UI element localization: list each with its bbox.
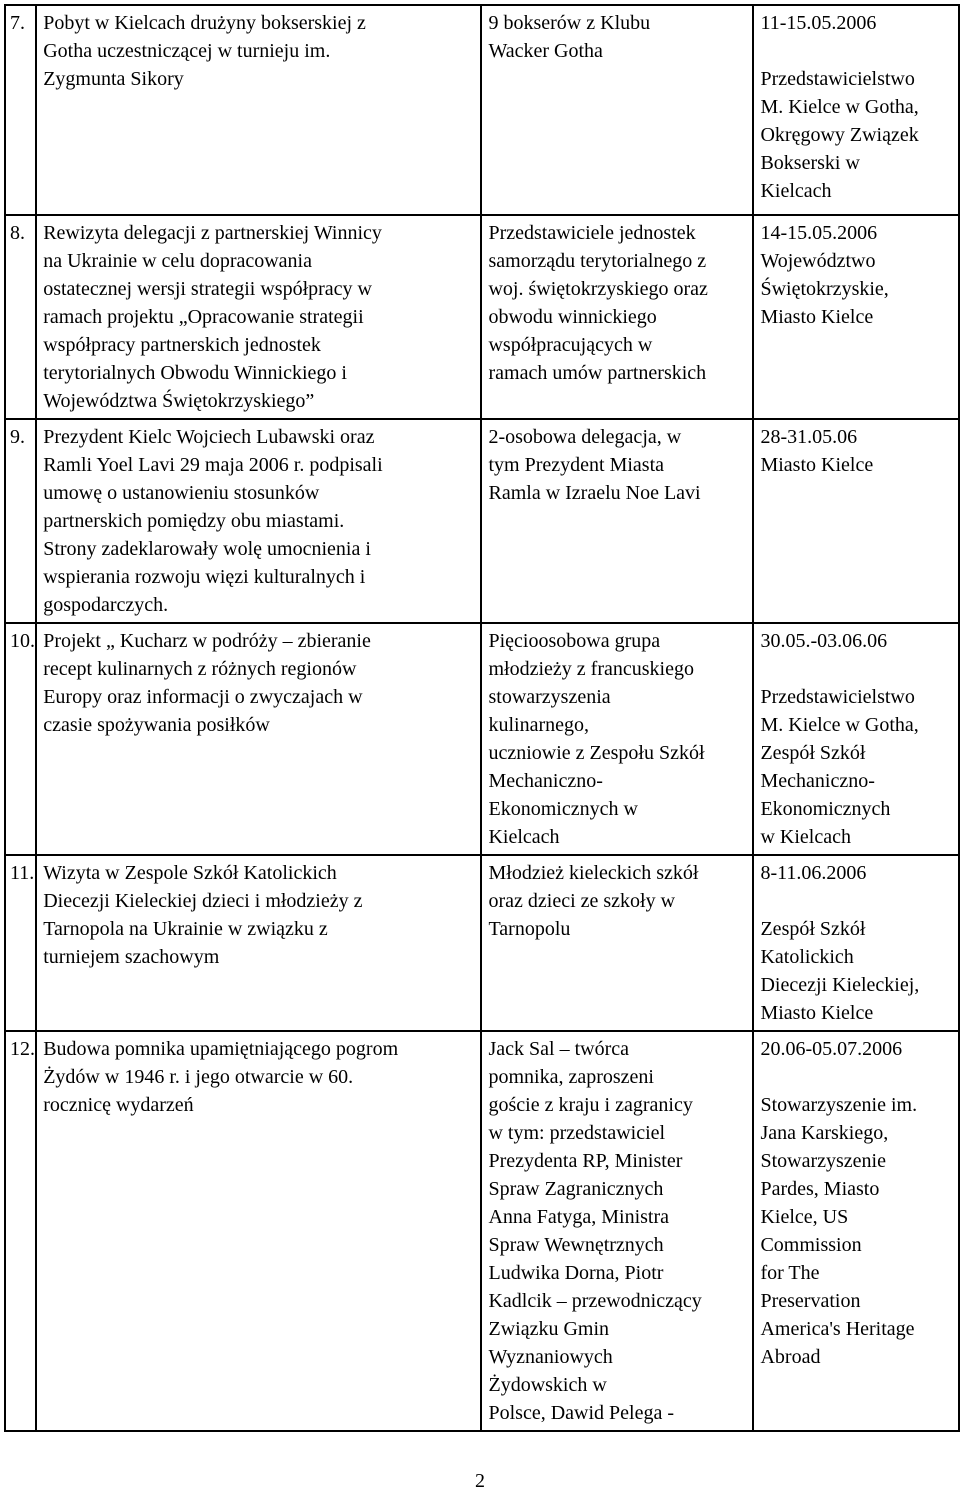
event-date: 8-11.06.2006	[760, 862, 867, 884]
event-participants-line: Tarnopolu	[488, 918, 571, 940]
event-participants-line: Przedstawiciele jednostek	[488, 222, 696, 244]
event-description-line: Europy oraz informacji o zwyczajach w	[43, 686, 363, 708]
event-description-line: Zygmunta Sikory	[43, 68, 184, 90]
line-spacer	[760, 655, 954, 683]
row-number: 7.	[5, 5, 36, 215]
event-participants	[481, 855, 753, 1031]
event-description-line: Diecezji Kieleckiej dzieci i młodzieży z	[43, 890, 363, 912]
event-description-line: Ramli Yoel Lavi 29 maja 2006 r. podpisali	[43, 454, 383, 476]
event-description-line: ramach projektu „Opracowanie strategii	[43, 306, 364, 328]
event-description-line: rocznicę wydarzeń	[43, 1094, 194, 1116]
event-description-line: czasie spożywania posiłków	[43, 714, 270, 736]
event-description-line: partnerskich pomiędzy obu miastami.	[43, 510, 345, 532]
event-organizer-line: Zespół Szkół	[760, 918, 866, 940]
event-date: 20.06-05.07.2006	[760, 1038, 903, 1060]
event-participants-line: Kielcach	[488, 826, 560, 848]
event-description-line: gospodarczych.	[43, 594, 169, 616]
event-organizer-line: for The	[760, 1262, 820, 1284]
event-date-organizer	[753, 1031, 959, 1431]
event-date-organizer	[753, 623, 959, 855]
row-number: 11.	[5, 855, 36, 1031]
event-description-line: ostatecznej wersji strategii współpracy w	[43, 278, 372, 300]
event-date-organizer	[753, 5, 959, 215]
event-description-line: umowę o ustanowieniu stosunków	[43, 482, 320, 504]
event-date: 30.05.-03.06.06	[760, 630, 888, 652]
event-description-line: terytorialnych Obwodu Winnickiego i	[43, 362, 347, 384]
event-participants-line: Prezydenta RP, Minister	[488, 1150, 683, 1172]
event-participants-line: 9 bokserów z Klubu	[488, 12, 651, 34]
event-date: 11-15.05.2006	[760, 12, 877, 34]
event-participants-line: tym Prezydent Miasta	[488, 454, 665, 476]
table-row	[5, 855, 959, 1031]
page-number: 2	[475, 1470, 485, 1492]
event-description-line: Gotha uczestniczącej w turnieju im.	[43, 40, 331, 62]
event-organizer-line: Jana Karskiego,	[760, 1122, 889, 1144]
event-organizer-line: Województwo	[760, 250, 876, 272]
event-participants-line: Wyznaniowych	[488, 1346, 613, 1368]
event-description-line: recept kulinarnych z różnych regionów	[43, 658, 357, 680]
event-organizer-line: Stowarzyszenie im.	[760, 1094, 918, 1116]
event-organizer-line: Miasto Kielce	[760, 306, 874, 328]
event-participants-line: Ekonomicznych w	[488, 798, 638, 820]
event-organizer-line: America's Heritage	[760, 1318, 915, 1340]
event-date-organizer	[753, 419, 959, 623]
row-number: 12.	[5, 1031, 36, 1431]
event-description-line: Strony zadeklarowały wolę umocnienia i	[43, 538, 371, 560]
event-participants-line: woj. świętokrzyskiego oraz	[488, 278, 708, 300]
event-description-line: na Ukrainie w celu dopracowania	[43, 250, 312, 272]
event-participants-line: Jack Sal – twórca	[488, 1038, 629, 1060]
event-organizer-line: Zespół Szkół	[760, 742, 866, 764]
event-date: 14-15.05.2006	[760, 222, 878, 244]
event-participants-line: samorządu terytorialnego z	[488, 250, 707, 272]
event-description	[36, 855, 481, 1031]
event-description-line: Województwa Świętokrzyskiego”	[43, 390, 315, 412]
event-description-line: Projekt „ Kucharz w podróży – zbieranie	[43, 630, 371, 652]
event-participants-line: uczniowie z Zespołu Szkół	[488, 742, 705, 764]
event-description-line: Wizyta w Zespole Szkół Katolickich	[43, 862, 337, 884]
event-description	[36, 419, 481, 623]
event-description-line: Pobyt w Kielcach drużyny bokserskiej z	[43, 12, 366, 34]
event-participants-line: kulinarnego,	[488, 714, 590, 736]
event-organizer-line: Katolickich	[760, 946, 854, 968]
event-participants-line: Kadlcik – przewodniczący	[488, 1290, 702, 1312]
event-organizer-line: Okręgowy Związek	[760, 124, 919, 146]
event-participants-line: pomnika, zaproszeni	[488, 1066, 654, 1088]
event-participants	[481, 623, 753, 855]
event-description	[36, 215, 481, 419]
event-organizer-line: w Kielcach	[760, 826, 851, 848]
event-description-line: Rewizyta delegacji z partnerskiej Winnicy	[43, 222, 382, 244]
event-participants-line: młodzieży z francuskiego	[488, 658, 694, 680]
line-spacer	[760, 1063, 954, 1091]
event-participants-line: Polsce, Dawid Pelega -	[488, 1402, 674, 1424]
event-organizer-line: Stowarzyszenie	[760, 1150, 886, 1172]
event-participants	[481, 5, 753, 215]
event-organizer-line: Ekonomicznych	[760, 798, 891, 820]
event-organizer-line: Mechaniczno-	[760, 770, 875, 792]
event-description-line: turniejem szachowym	[43, 946, 220, 968]
event-participants-line: Ramla w Izraelu Noe Lavi	[488, 482, 701, 504]
event-date-organizer	[753, 215, 959, 419]
event-participants	[481, 1031, 753, 1431]
event-organizer-line: M. Kielce w Gotha,	[760, 96, 919, 118]
event-organizer-line: Kielcach	[760, 180, 832, 202]
event-participants-line: Spraw Zagranicznych	[488, 1178, 664, 1200]
event-organizer-line: Pardes, Miasto	[760, 1178, 880, 1200]
row-number: 8.	[5, 215, 36, 419]
table-body	[5, 5, 959, 1431]
table-row	[5, 215, 959, 419]
table-row	[5, 1031, 959, 1431]
event-participants-line: Związku Gmin	[488, 1318, 610, 1340]
event-participants-line: Spraw Wewnętrznych	[488, 1234, 664, 1256]
event-participants-line: oraz dzieci ze szkoły w	[488, 890, 676, 912]
event-participants-line: Ludwika Dorna, Piotr	[488, 1262, 664, 1284]
event-participants-line: obwodu winnickiego	[488, 306, 657, 328]
event-participants-line: Pięcioosobowa grupa	[488, 630, 661, 652]
event-participants-line: współpracujących w	[488, 334, 653, 356]
event-organizer-line: Bokserski w	[760, 152, 860, 174]
event-participants-line: stowarzyszenia	[488, 686, 611, 708]
event-organizer-line: Miasto Kielce	[760, 1002, 874, 1024]
event-date-organizer	[753, 855, 959, 1031]
event-description	[36, 623, 481, 855]
event-participants-line: Młodzież kieleckich szkół	[488, 862, 699, 884]
event-participants-line: Wacker Gotha	[488, 40, 603, 62]
event-date: 28-31.05.06	[760, 426, 858, 448]
table-row	[5, 623, 959, 855]
event-description	[36, 1031, 481, 1431]
event-participants-line: ramach umów partnerskich	[488, 362, 707, 384]
event-organizer-line: M. Kielce w Gotha,	[760, 714, 919, 736]
event-participants-line: w tym: przedstawiciel	[488, 1122, 666, 1144]
table-row	[5, 419, 959, 623]
row-number: 10.	[5, 623, 36, 855]
event-participants	[481, 419, 753, 623]
event-description-line: Żydów w 1946 r. i jego otwarcie w 60.	[43, 1066, 354, 1088]
table-row	[5, 5, 959, 215]
event-organizer-line: Przedstawicielstwo	[760, 68, 915, 90]
event-description	[36, 5, 481, 215]
line-spacer	[760, 887, 954, 915]
event-organizer-line: Przedstawicielstwo	[760, 686, 915, 708]
event-organizer-line: Preservation	[760, 1290, 861, 1312]
event-description-line: Budowa pomnika upamiętniającego pogrom	[43, 1038, 399, 1060]
event-organizer-line: Miasto Kielce	[760, 454, 874, 476]
event-participants-line: Mechaniczno-	[488, 770, 603, 792]
event-participants	[481, 215, 753, 419]
event-participants-line: goście z kraju i zagranicy	[488, 1094, 693, 1116]
event-description-line: Prezydent Kielc Wojciech Lubawski oraz	[43, 426, 375, 448]
event-description-line: wspierania rozwoju więzi kulturalnych i	[43, 566, 366, 588]
event-participants-line: 2-osobowa delegacja, w	[488, 426, 682, 448]
row-number: 9.	[5, 419, 36, 623]
event-description-line: współpracy partnerskich jednostek	[43, 334, 321, 356]
event-organizer-line: Commission	[760, 1234, 862, 1256]
event-organizer-line: Kielce, US	[760, 1206, 849, 1228]
event-organizer-line: Abroad	[760, 1346, 821, 1368]
events-table	[4, 4, 960, 1432]
event-participants-line: Żydowskich w	[488, 1374, 607, 1396]
event-description-line: Tarnopola na Ukrainie w związku z	[43, 918, 328, 940]
event-organizer-line: Świętokrzyskie,	[760, 278, 889, 300]
event-organizer-line: Diecezji Kieleckiej,	[760, 974, 920, 996]
line-spacer	[760, 37, 954, 65]
event-participants-line: Anna Fatyga, Ministra	[488, 1206, 670, 1228]
